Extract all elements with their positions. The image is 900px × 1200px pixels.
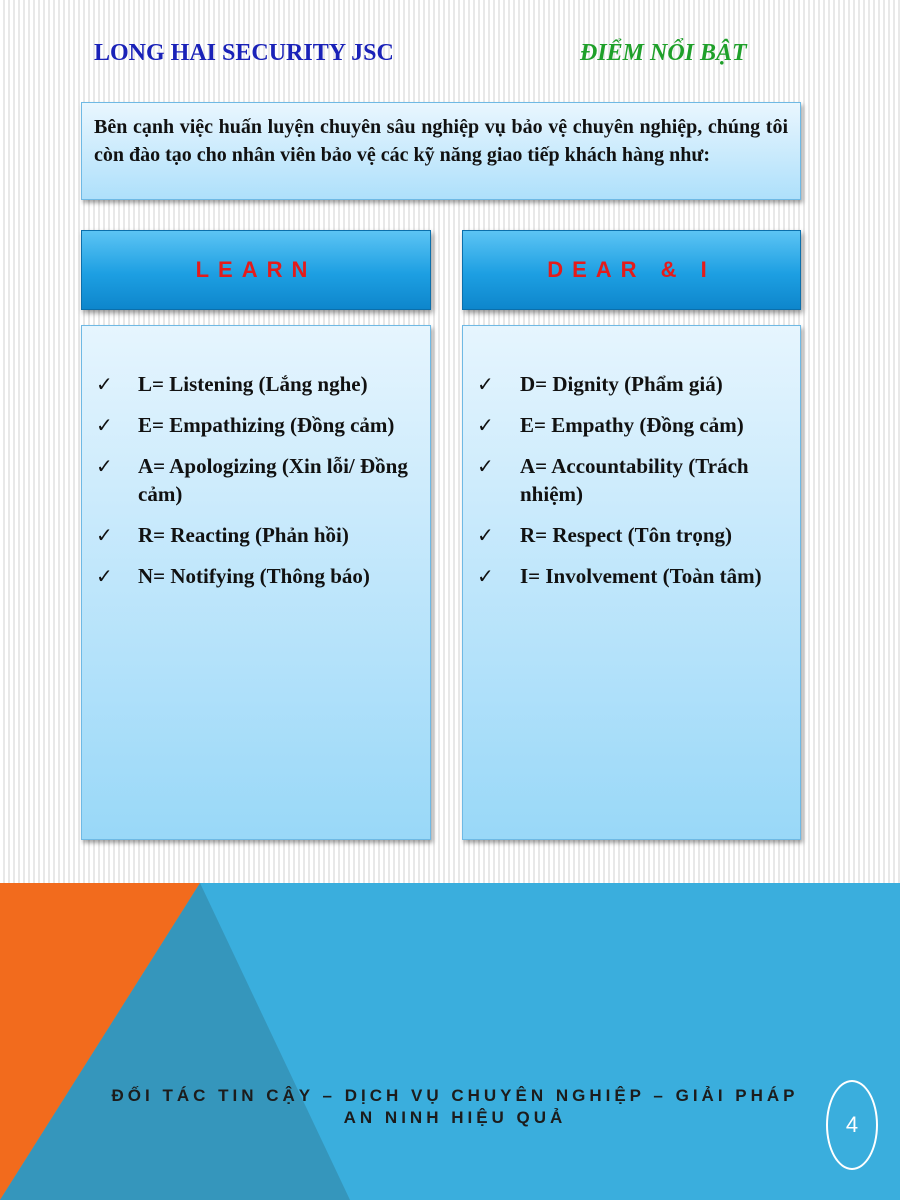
list-item-text: I= Involvement (Toàn tâm) <box>520 564 762 588</box>
list-item <box>463 411 800 439</box>
learn-title: LEARN <box>195 257 317 282</box>
learn-list <box>82 370 430 590</box>
list-item-text: E= Empathizing (Đồng cảm) <box>138 413 395 437</box>
checkmark-icon: ✓ <box>477 454 494 478</box>
section-title: ĐIỂM NỔI BẬT <box>580 40 747 66</box>
list-item-text: R= Reacting (Phản hồi) <box>138 523 349 547</box>
learn-header <box>81 230 431 310</box>
checkmark-icon: ✓ <box>96 413 113 437</box>
list-item <box>463 521 800 549</box>
list-item <box>82 370 430 398</box>
list-item-text: A= Apologizing (Xin lỗi/ Đồng cảm) <box>138 454 408 506</box>
dear-title: DEAR & I <box>547 257 716 282</box>
list-item <box>82 411 430 439</box>
footer-decoration <box>0 883 900 1200</box>
list-item-text: R= Respect (Tôn trọng) <box>520 523 733 547</box>
list-item <box>82 521 430 549</box>
list-item-text: E= Empathy (Đồng cảm) <box>520 413 744 437</box>
intro-box: Bên cạnh việc huấn luyện chuyên sâu nghiệp vụ bảo vệ chuyên nghiệp, chúng tôi còn đào tạo cho nhân viên bảo vệ các kỹ năng giao tiếp khách hàng như: <box>81 102 801 200</box>
checkmark-icon: ✓ <box>96 372 113 396</box>
checkmark-icon: ✓ <box>477 523 494 547</box>
checkmark-icon: ✓ <box>477 372 494 396</box>
checkmark-icon: ✓ <box>477 564 494 588</box>
list-item-text: N= Notifying (Thông báo) <box>138 564 370 588</box>
footer-tagline: ĐỐI TÁC TIN CẬY – DỊCH VỤ CHUYÊN NGHIỆP – GIẢI PHÁP AN NINH HIỆU QUẢ <box>111 1086 799 1127</box>
checkmark-icon: ✓ <box>96 523 113 547</box>
list-item <box>463 562 800 590</box>
list-item <box>82 562 430 590</box>
checkmark-icon: ✓ <box>96 454 113 478</box>
checkmark-icon: ✓ <box>477 413 494 437</box>
page-number-text: 4 <box>845 1112 859 1137</box>
checkmark-icon: ✓ <box>96 564 113 588</box>
dear-panel <box>462 325 801 840</box>
dear-header <box>462 230 801 310</box>
list-item-text: A= Accountability (Trách nhiệm) <box>520 454 749 506</box>
list-item <box>82 452 430 508</box>
company-name: LONG HAI SECURITY JSC <box>94 40 394 66</box>
list-item <box>463 452 800 508</box>
list-item-text: L= Listening (Lắng nghe) <box>138 372 368 396</box>
dear-list <box>463 370 800 590</box>
list-item <box>463 370 800 398</box>
learn-panel <box>81 325 431 840</box>
list-item-text: D= Dignity (Phẩm giá) <box>520 372 723 396</box>
page-number <box>826 1080 878 1170</box>
